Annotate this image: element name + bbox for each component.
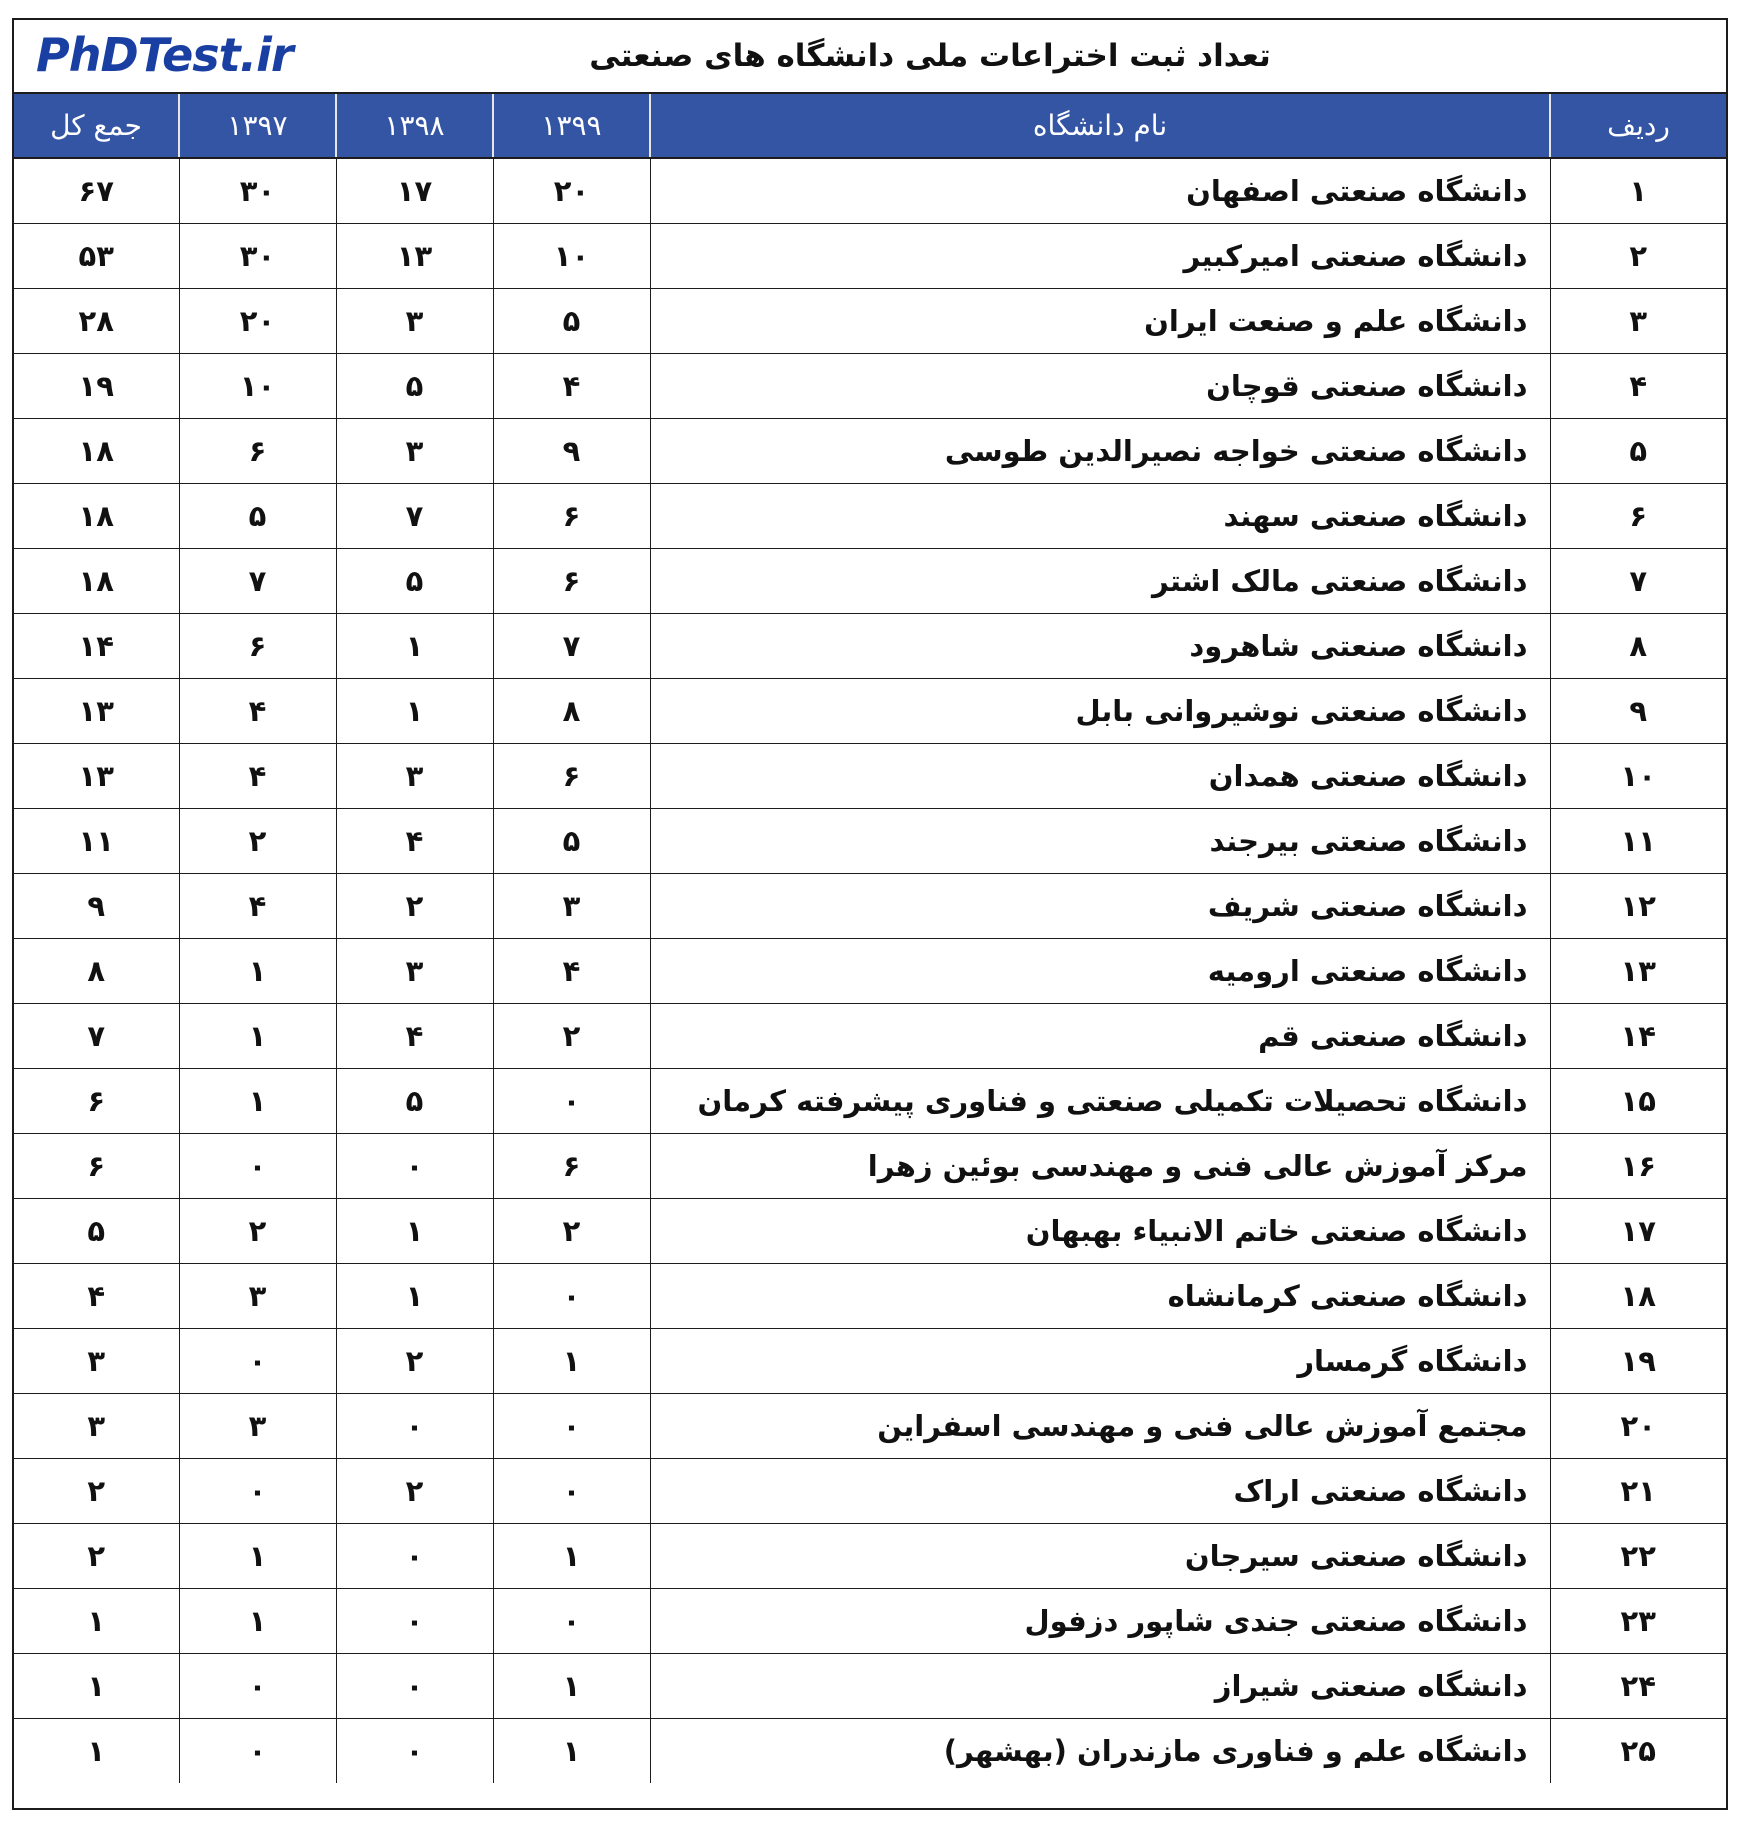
table-row xyxy=(14,1654,1726,1719)
cell-rank: ۲۴ xyxy=(1550,1654,1726,1719)
cell-rank: ۲۱ xyxy=(1550,1459,1726,1524)
table-row xyxy=(14,1134,1726,1199)
cell-university-name: دانشگاه صنعتی خواجه نصیرالدین طوسی xyxy=(650,419,1550,484)
table-row xyxy=(14,1264,1726,1329)
table-row xyxy=(14,419,1726,484)
cell-university-name: مرکز آموزش عالی فنی و مهندسی بوئین زهرا xyxy=(650,1134,1550,1199)
table-row xyxy=(14,614,1726,679)
cell-1398: ۲ xyxy=(336,1329,493,1394)
table-row xyxy=(14,874,1726,939)
cell-1397: ۱ xyxy=(179,939,336,1004)
cell-rank: ۶ xyxy=(1550,484,1726,549)
document-frame xyxy=(12,18,1728,1810)
cell-rank: ۱۶ xyxy=(1550,1134,1726,1199)
cell-1399: ۴ xyxy=(493,354,650,419)
cell-1398: ۱ xyxy=(336,1264,493,1329)
cell-total: ۱۱ xyxy=(14,809,179,874)
cell-rank: ۱۳ xyxy=(1550,939,1726,1004)
cell-university-name: مجتمع آموزش عالی فنی و مهندسی اسفراین xyxy=(650,1394,1550,1459)
cell-1399: ۹ xyxy=(493,419,650,484)
cell-1397: ۱ xyxy=(179,1524,336,1589)
table-row xyxy=(14,1394,1726,1459)
title-bar xyxy=(14,20,1726,94)
cell-1397: ۴ xyxy=(179,874,336,939)
cell-1398: ۰ xyxy=(336,1589,493,1654)
column-header-rank: ردیف xyxy=(1550,94,1726,158)
cell-university-name: دانشگاه علم و فناوری مازندران (بهشهر) xyxy=(650,1719,1550,1784)
cell-total: ۳ xyxy=(14,1394,179,1459)
cell-total: ۱ xyxy=(14,1719,179,1784)
cell-1399: ۲ xyxy=(493,1004,650,1069)
cell-total: ۶ xyxy=(14,1069,179,1134)
cell-1397: ۵ xyxy=(179,484,336,549)
cell-university-name: دانشگاه صنعتی اراک xyxy=(650,1459,1550,1524)
cell-1398: ۲ xyxy=(336,874,493,939)
cell-1397: ۳ xyxy=(179,1394,336,1459)
cell-1397: ۲۰ xyxy=(179,289,336,354)
cell-1399: ۶ xyxy=(493,744,650,809)
cell-university-name: دانشگاه صنعتی قوچان xyxy=(650,354,1550,419)
cell-1399: ۸ xyxy=(493,679,650,744)
table-header-row xyxy=(14,94,1726,158)
cell-university-name: دانشگاه صنعتی قم xyxy=(650,1004,1550,1069)
cell-rank: ۲۵ xyxy=(1550,1719,1726,1784)
cell-1397: ۱ xyxy=(179,1589,336,1654)
cell-1397: ۳۰ xyxy=(179,224,336,289)
cell-1398: ۵ xyxy=(336,1069,493,1134)
cell-rank: ۱۲ xyxy=(1550,874,1726,939)
cell-1397: ۶ xyxy=(179,614,336,679)
table-row xyxy=(14,224,1726,289)
cell-total: ۶ xyxy=(14,1134,179,1199)
cell-university-name: دانشگاه علم و صنعت ایران xyxy=(650,289,1550,354)
table-row xyxy=(14,484,1726,549)
cell-rank: ۲۰ xyxy=(1550,1394,1726,1459)
cell-rank: ۱۸ xyxy=(1550,1264,1726,1329)
cell-rank: ۷ xyxy=(1550,549,1726,614)
cell-total: ۴ xyxy=(14,1264,179,1329)
cell-university-name: دانشگاه صنعتی شیراز xyxy=(650,1654,1550,1719)
cell-1397: ۰ xyxy=(179,1329,336,1394)
cell-rank: ۲۳ xyxy=(1550,1589,1726,1654)
cell-1399: ۱۰ xyxy=(493,224,650,289)
cell-university-name: دانشگاه صنعتی شریف xyxy=(650,874,1550,939)
cell-total: ۵ xyxy=(14,1199,179,1264)
cell-1399: ۶ xyxy=(493,484,650,549)
cell-1399: ۶ xyxy=(493,1134,650,1199)
cell-total: ۶۷ xyxy=(14,158,179,224)
cell-1399: ۰ xyxy=(493,1589,650,1654)
cell-1399: ۵ xyxy=(493,809,650,874)
cell-total: ۸ xyxy=(14,939,179,1004)
cell-1399: ۱ xyxy=(493,1719,650,1784)
cell-1398: ۰ xyxy=(336,1394,493,1459)
cell-total: ۹ xyxy=(14,874,179,939)
table-row xyxy=(14,289,1726,354)
cell-1397: ۷ xyxy=(179,549,336,614)
cell-total: ۱۳ xyxy=(14,679,179,744)
cell-1399: ۱ xyxy=(493,1654,650,1719)
cell-1397: ۰ xyxy=(179,1134,336,1199)
cell-total: ۱ xyxy=(14,1589,179,1654)
table-row xyxy=(14,1069,1726,1134)
table-row xyxy=(14,939,1726,1004)
table-row xyxy=(14,1199,1726,1264)
cell-1397: ۰ xyxy=(179,1459,336,1524)
cell-1397: ۱۰ xyxy=(179,354,336,419)
cell-total: ۷ xyxy=(14,1004,179,1069)
table-row xyxy=(14,1719,1726,1784)
cell-university-name: دانشگاه صنعتی امیرکبیر xyxy=(650,224,1550,289)
cell-total: ۱۸ xyxy=(14,419,179,484)
cell-1399: ۴ xyxy=(493,939,650,1004)
table-row xyxy=(14,679,1726,744)
table-row xyxy=(14,549,1726,614)
column-header-total: جمع کل xyxy=(14,94,179,158)
cell-rank: ۲۲ xyxy=(1550,1524,1726,1589)
cell-1398: ۰ xyxy=(336,1654,493,1719)
cell-total: ۱ xyxy=(14,1654,179,1719)
cell-1397: ۶ xyxy=(179,419,336,484)
cell-university-name: دانشگاه صنعتی سیرجان xyxy=(650,1524,1550,1589)
cell-1398: ۳ xyxy=(336,939,493,1004)
table-row xyxy=(14,1524,1726,1589)
cell-1398: ۰ xyxy=(336,1134,493,1199)
cell-total: ۱۴ xyxy=(14,614,179,679)
cell-university-name: دانشگاه صنعتی همدان xyxy=(650,744,1550,809)
cell-1398: ۱ xyxy=(336,679,493,744)
cell-1398: ۵ xyxy=(336,354,493,419)
cell-1397: ۴ xyxy=(179,744,336,809)
cell-rank: ۵ xyxy=(1550,419,1726,484)
site-logo: PhDTest.ir xyxy=(36,28,293,82)
cell-total: ۲ xyxy=(14,1524,179,1589)
cell-1397: ۰ xyxy=(179,1654,336,1719)
cell-rank: ۱۵ xyxy=(1550,1069,1726,1134)
cell-total: ۱۸ xyxy=(14,549,179,614)
table-body xyxy=(14,158,1726,1783)
cell-1398: ۳ xyxy=(336,419,493,484)
cell-rank: ۳ xyxy=(1550,289,1726,354)
table-row xyxy=(14,1329,1726,1394)
cell-1398: ۰ xyxy=(336,1719,493,1784)
cell-1398: ۵ xyxy=(336,549,493,614)
cell-1397: ۱ xyxy=(179,1069,336,1134)
cell-rank: ۴ xyxy=(1550,354,1726,419)
table-row xyxy=(14,1004,1726,1069)
cell-rank: ۱۴ xyxy=(1550,1004,1726,1069)
table-row xyxy=(14,1589,1726,1654)
cell-university-name: دانشگاه صنعتی سهند xyxy=(650,484,1550,549)
cell-university-name: دانشگاه صنعتی بیرجند xyxy=(650,809,1550,874)
cell-1399: ۰ xyxy=(493,1264,650,1329)
cell-1399: ۰ xyxy=(493,1394,650,1459)
cell-total: ۳ xyxy=(14,1329,179,1394)
cell-1398: ۰ xyxy=(336,1524,493,1589)
cell-university-name: دانشگاه صنعتی نوشیروانی بابل xyxy=(650,679,1550,744)
cell-rank: ۸ xyxy=(1550,614,1726,679)
cell-1398: ۱ xyxy=(336,1199,493,1264)
cell-1397: ۰ xyxy=(179,1719,336,1784)
cell-1399: ۶ xyxy=(493,549,650,614)
cell-university-name: دانشگاه صنعتی شاهرود xyxy=(650,614,1550,679)
cell-1398: ۷ xyxy=(336,484,493,549)
cell-1398: ۴ xyxy=(336,1004,493,1069)
cell-1399: ۲۰ xyxy=(493,158,650,224)
cell-1398: ۱ xyxy=(336,614,493,679)
page-title: تعداد ثبت اختراعات ملی دانشگاه های صنعتی xyxy=(589,38,1271,74)
cell-university-name: دانشگاه گرمسار xyxy=(650,1329,1550,1394)
cell-rank: ۹ xyxy=(1550,679,1726,744)
cell-1397: ۲ xyxy=(179,1199,336,1264)
column-header-name: نام دانشگاه xyxy=(650,94,1550,158)
cell-1397: ۳ xyxy=(179,1264,336,1329)
cell-rank: ۱۱ xyxy=(1550,809,1726,874)
table-row xyxy=(14,1459,1726,1524)
column-header-1397: ۱۳۹۷ xyxy=(179,94,336,158)
cell-rank: ۲ xyxy=(1550,224,1726,289)
cell-rank: ۱۷ xyxy=(1550,1199,1726,1264)
cell-1398: ۱۳ xyxy=(336,224,493,289)
cell-university-name: دانشگاه صنعتی اصفهان xyxy=(650,158,1550,224)
cell-rank: ۱۰ xyxy=(1550,744,1726,809)
cell-university-name: دانشگاه تحصیلات تکمیلی صنعتی و فناوری پیشرفته کرمان xyxy=(650,1069,1550,1134)
cell-1398: ۲ xyxy=(336,1459,493,1524)
cell-1397: ۱ xyxy=(179,1004,336,1069)
cell-1399: ۷ xyxy=(493,614,650,679)
cell-rank: ۱ xyxy=(1550,158,1726,224)
cell-1399: ۰ xyxy=(493,1459,650,1524)
cell-1398: ۴ xyxy=(336,809,493,874)
cell-1397: ۴ xyxy=(179,679,336,744)
cell-university-name: دانشگاه صنعتی ارومیه xyxy=(650,939,1550,1004)
cell-1399: ۱ xyxy=(493,1524,650,1589)
column-header-1399: ۱۳۹۹ xyxy=(493,94,650,158)
cell-1399: ۰ xyxy=(493,1069,650,1134)
cell-total: ۱۹ xyxy=(14,354,179,419)
cell-university-name: دانشگاه صنعتی کرمانشاه xyxy=(650,1264,1550,1329)
cell-1399: ۵ xyxy=(493,289,650,354)
cell-total: ۲۸ xyxy=(14,289,179,354)
patents-table xyxy=(14,94,1726,1783)
cell-rank: ۱۹ xyxy=(1550,1329,1726,1394)
cell-total: ۵۳ xyxy=(14,224,179,289)
cell-1399: ۳ xyxy=(493,874,650,939)
table-row xyxy=(14,744,1726,809)
cell-university-name: دانشگاه صنعتی مالک اشتر xyxy=(650,549,1550,614)
cell-1397: ۲ xyxy=(179,809,336,874)
cell-university-name: دانشگاه صنعتی خاتم الانبیاء بهبهان xyxy=(650,1199,1550,1264)
cell-1397: ۳۰ xyxy=(179,158,336,224)
table-row xyxy=(14,158,1726,224)
table-row xyxy=(14,809,1726,874)
cell-1399: ۲ xyxy=(493,1199,650,1264)
cell-1398: ۳ xyxy=(336,289,493,354)
cell-total: ۱۸ xyxy=(14,484,179,549)
cell-university-name: دانشگاه صنعتی جندی شاپور دزفول xyxy=(650,1589,1550,1654)
table-row xyxy=(14,354,1726,419)
cell-total: ۱۳ xyxy=(14,744,179,809)
column-header-1398: ۱۳۹۸ xyxy=(336,94,493,158)
cell-1398: ۳ xyxy=(336,744,493,809)
cell-1399: ۱ xyxy=(493,1329,650,1394)
cell-1398: ۱۷ xyxy=(336,158,493,224)
cell-total: ۲ xyxy=(14,1459,179,1524)
